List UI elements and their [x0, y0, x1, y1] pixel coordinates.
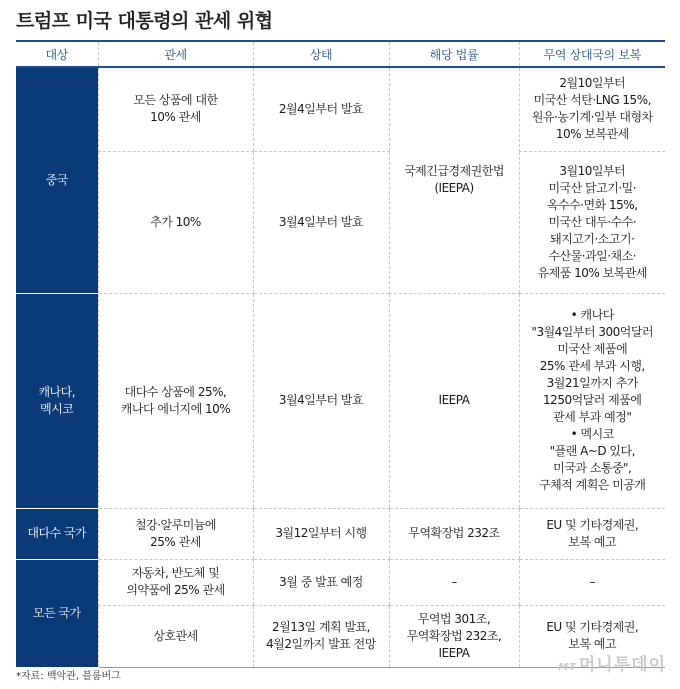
subject-all-countries: 모든 국가 — [16, 559, 98, 667]
retaliation-cell: EU 및 기타경제권, 보복 예고 — [519, 508, 665, 559]
tariff-cell: 추가 10% — [98, 151, 253, 293]
logo-mark: MT — [558, 662, 577, 673]
tariff-table — [16, 40, 665, 668]
logo-text: 머니투데이 — [578, 655, 666, 675]
tariff-cell: 철강·알루미늄에 25% 관세 — [98, 508, 253, 559]
law-cell: 국제긴급경제권한법 (IEEPA) — [389, 67, 519, 293]
header-row — [16, 41, 665, 67]
status-cell: 3월12일부터 시행 — [253, 508, 389, 559]
retaliation-cell: 3월10일부터 미국산 닭고기·밀· 옥수수·면화 15%, 미국산 대두·수수· 돼지고기·소고기· 수산물·과일·채소· 유제품 10% 보복관세 — [519, 151, 665, 293]
col-header-tariff: 관세 — [98, 41, 253, 67]
retaliation-cell: 2월10일부터 미국산 석탄·LNG 15%, 원유·농기계·일부 대형차 10% 보복관세 — [519, 67, 665, 151]
col-header-retaliation: 무역 상대국의 보복 — [519, 41, 665, 67]
law-cell: – — [389, 559, 519, 605]
table-row — [16, 151, 665, 293]
table-row — [16, 559, 665, 605]
tariff-cell: 모든 상품에 대한 10% 관세 — [98, 67, 253, 151]
tariff-cell: 대다수 상품에 25%, 캐나다 에너지에 10% — [98, 293, 253, 508]
col-header-law: 해당 법률 — [389, 41, 519, 67]
table-row — [16, 508, 665, 559]
status-cell: 2월4일부터 발효 — [253, 67, 389, 151]
col-header-status: 상태 — [253, 41, 389, 67]
tariff-cell: 자동차, 반도체 및 의약품에 25% 관세 — [98, 559, 253, 605]
status-cell: 2월13일 계획 발표, 4월2일까지 발표 전망 — [253, 605, 389, 667]
law-cell: 무역확장법 232조 — [389, 508, 519, 559]
law-cell: IEEPA — [389, 293, 519, 508]
publisher-logo — [558, 650, 666, 675]
status-cell: 3월4일부터 발효 — [253, 151, 389, 293]
col-header-target: 대상 — [16, 41, 98, 67]
law-cell: 무역법 301조, 무역확장법 232조, IEEPA — [389, 605, 519, 667]
tariff-cell: 상호관세 — [98, 605, 253, 667]
table-row — [16, 67, 665, 151]
subject-china: 중국 — [16, 67, 98, 293]
retaliation-cell: – — [519, 559, 665, 605]
table-row — [16, 293, 665, 508]
status-cell: 3월4일부터 발효 — [253, 293, 389, 508]
subject-most-countries: 대다수 국가 — [16, 508, 98, 559]
status-cell: 3월 중 발표 예정 — [253, 559, 389, 605]
retaliation-cell: EU 및 기타경제권, 보복 예고 — [519, 605, 665, 667]
retaliation-cell: • 캐나다 "3월4일부터 300억달러 미국산 제품에 25% 관세 부과 시행, 3월21일까지 추가 1250억달러 제품에 관세 부과 예정" • 멕시코 "플랜 A~D 있다, 미국과 소통중", 구체적 계획은 미공개 — [519, 293, 665, 508]
source-note: *자료: 백악관, 블룸버그 — [16, 671, 121, 682]
subject-canada-mexico: 캐나다, 멕시코 — [16, 293, 98, 508]
page-title: 트럼프 미국 대통령의 관세 위협 — [16, 10, 273, 32]
